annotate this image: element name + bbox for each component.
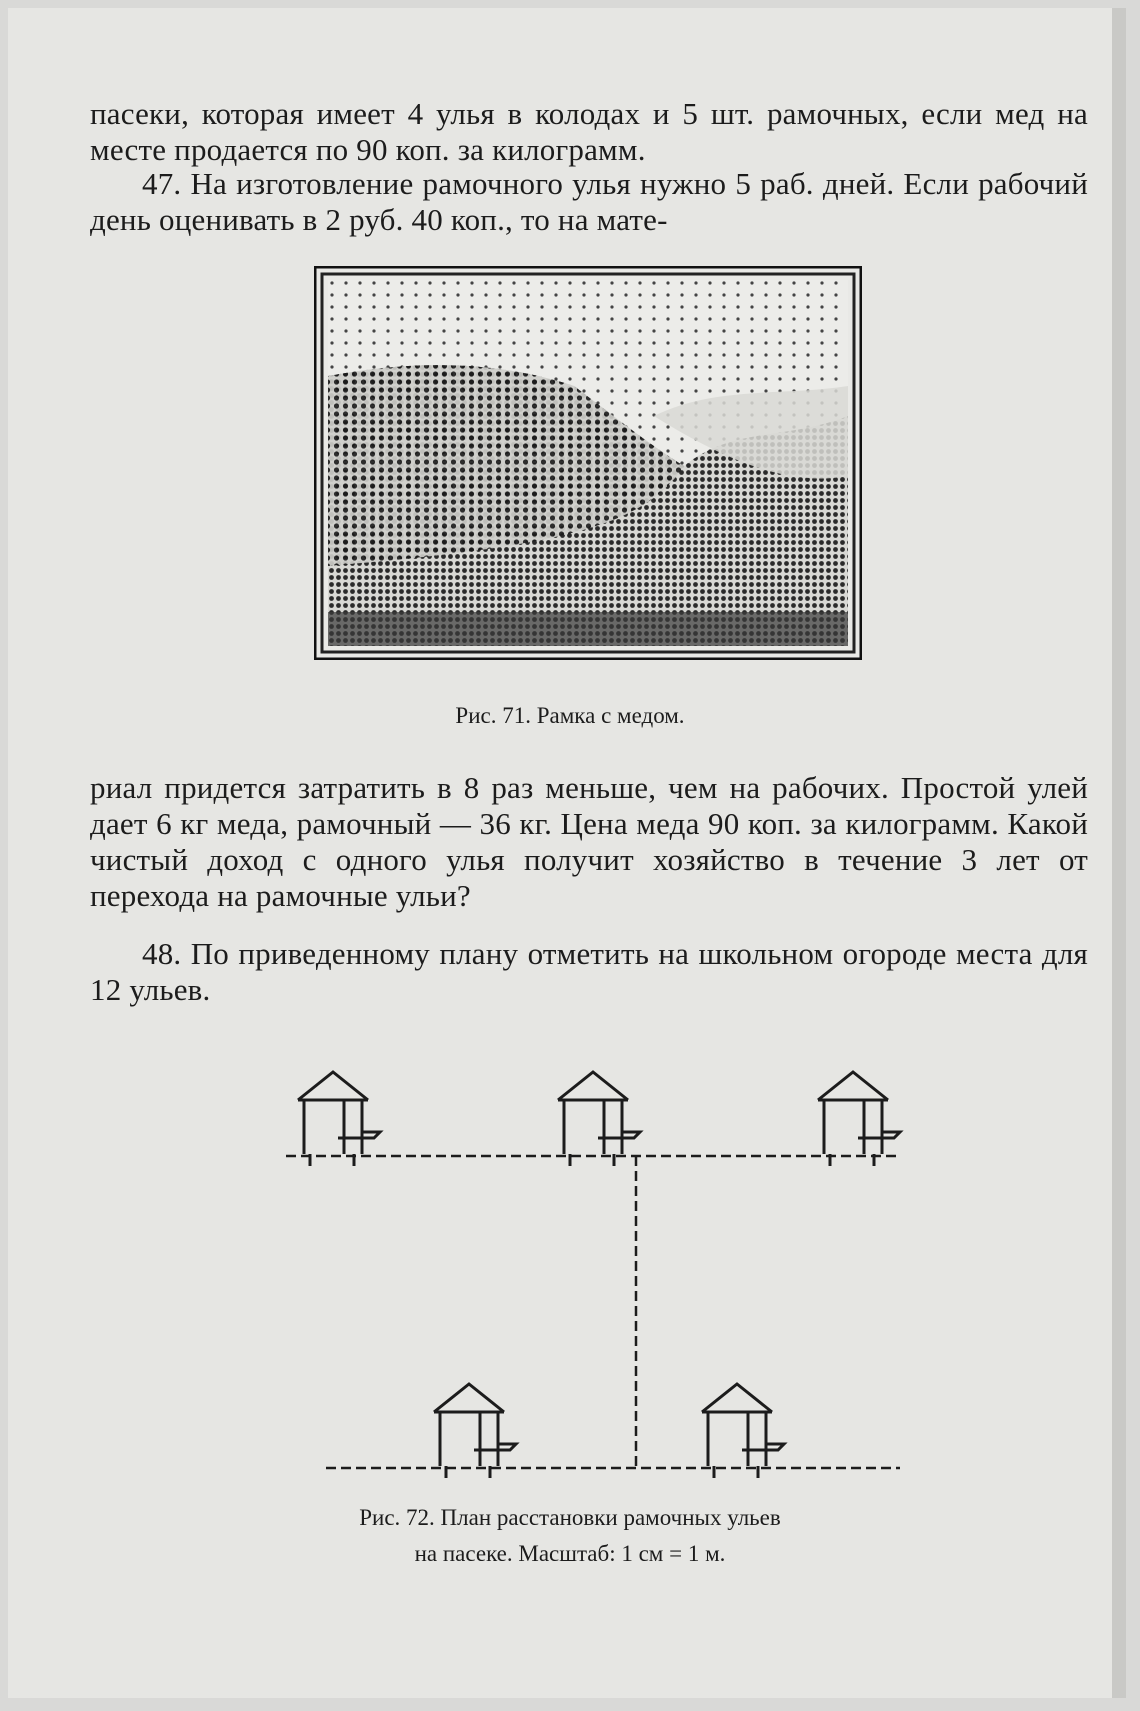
beehive-layout-plan	[270, 1060, 920, 1480]
hive-icon	[702, 1384, 784, 1478]
paragraph-apiary-continuation: пасеки, которая имеет 4 улья в колодах и 5 шт. рамочных, если мед на месте продается по 90 коп. за килограмм.	[90, 96, 1088, 167]
problem-48: 48. По приведенному плану отметить на школьном огороде места для 12 ульев.	[90, 936, 1088, 1007]
honey-frame-photo	[314, 266, 862, 660]
hive-icon	[818, 1072, 900, 1166]
problem-47-start: 47. На изготовление рамочного улья нужно 5 раб. дней. Если рабочий день оценивать в 2 руб. 40 коп., то на мате-	[90, 166, 1088, 237]
figure-71-caption: Рис. 71. Рамка с медом.	[455, 703, 685, 728]
figure-72-caption-line1: Рис. 72. План расстановки рамочных ульев	[359, 1505, 781, 1530]
hive-icon	[434, 1384, 516, 1478]
hive-icon	[298, 1072, 380, 1166]
figure-72-caption-line2: на пасеке. Масштаб: 1 см = 1 м.	[414, 1541, 726, 1566]
problem-47-continuation: риал придется затратить в 8 раз меньше, чем на рабочих. Простой улей дает 6 кг меда, рамочный — 36 кг. Цена меда 90 коп. за килограмм. Какой чистый доход с одного улья получит хозяйство в течение 3 лет от перехода на рамочные ульи?	[90, 770, 1088, 913]
hive-icon	[558, 1072, 640, 1166]
